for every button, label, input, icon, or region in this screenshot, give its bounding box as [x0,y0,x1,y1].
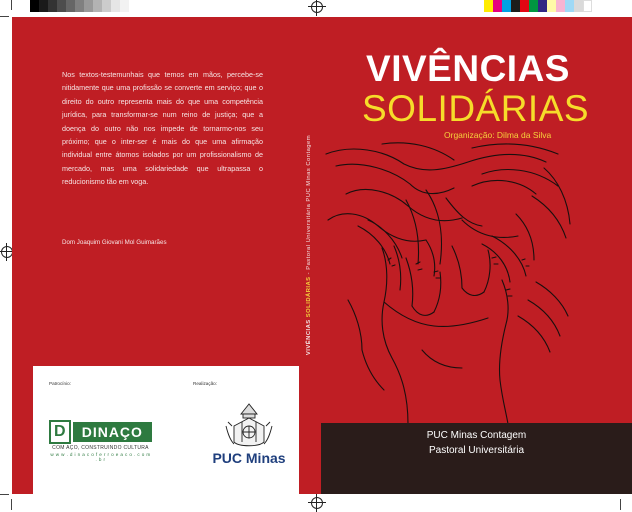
grayscale-color-bar [30,0,138,12]
back-cover-paragraph: Nos textos-testemunhais que temos em mãos, percebe-se nitidamente que uma profissão se converte em serviço; que o direito do outro representa mais do que uma competência jurídica, para transformar-se num reino de justiça; que a doença do outro não nos impede de tornarmo-nos seu próximo; que o inter-ser é mais do que uma afirmação individual entre átomos isolados por um profissionalismo de mercado, mas uma solidariedade que ultrapassa o reducionismo tão em voga. [62,70,263,187]
front-bottom-band [321,423,632,494]
dinaco-name: DINAÇO [73,422,152,442]
patrocinio-label: Patrocínio: [49,381,71,386]
spine-title-part1: VIVÊNCIAS [306,319,312,356]
realizacao-label: Realização: [193,381,218,386]
cmyk-color-bar [484,0,592,12]
dinaco-url: w w w . d i n a c o f e r r o e a c o . c o m . b r [50,452,151,462]
crop-mark [0,16,9,17]
crop-mark [11,499,12,510]
crop-mark [620,499,621,510]
band-line2: Pastoral Universitária [428,445,525,456]
registration-mark-bottom [311,497,323,509]
registration-mark-top [311,1,323,13]
puc-minas-logo [212,400,286,470]
dinaco-logo [49,421,152,466]
front-organizer: Organização: Dilma da Silva [444,130,552,140]
dinaco-d-mark: D [49,420,71,444]
book-spine [297,120,321,370]
front-title-line1: VIVÊNCIAS [366,48,570,89]
puc-minas-wordmark: PUC Minas [212,450,286,466]
back-cover-author: Dom Joaquim Giovani Mol Guimarães [62,239,167,246]
spine-title-part2: SOLIDÁRIAS [306,276,312,318]
front-title-line2: SOLIDÁRIAS [362,88,590,129]
dinaco-tagline: COM AÇO, CONSTRUINDO CULTURA [52,445,149,451]
band-line1: PUC Minas Contagem [426,430,527,441]
spine-subtitle: - Pastoral Universitária PUC Minas Contagem [306,134,312,277]
crop-mark [0,494,9,495]
puc-coat-of-arms-icon [212,400,286,450]
crop-mark [11,0,12,10]
hands-illustration [322,140,574,425]
